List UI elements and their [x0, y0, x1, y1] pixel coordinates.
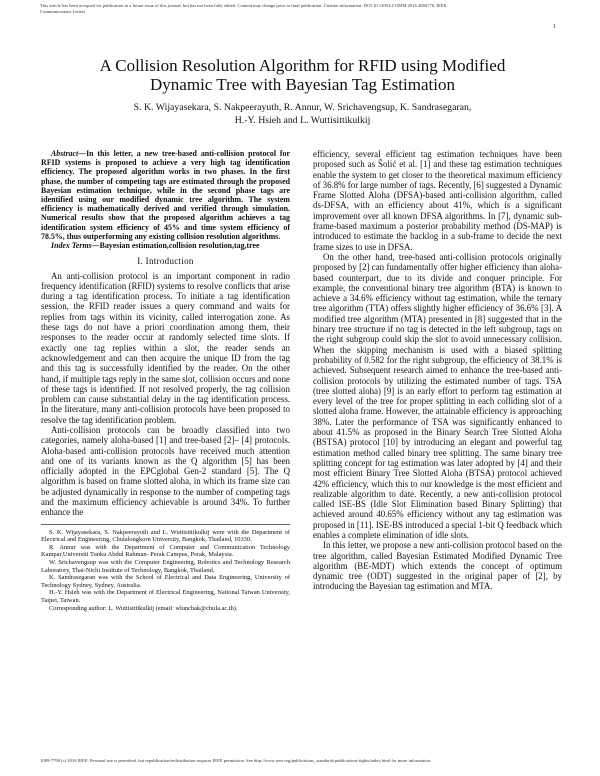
index-terms-text: —Bayesian estimation,collision resolution,tag,tree	[91, 241, 260, 251]
abstract	[41, 149, 290, 241]
abstract-label: Abstract	[51, 149, 79, 158]
body-paragraph: An anti-collision protocol is an important component in radio frequency identification (RFID) systems to resolve conflicts that arise during a tag identification process. To initiate a tag identification session, the RFID reader issues a query command and waits for replies from tags within its vicinity, called interrogation zone. As these tags do not have a priori coordination among them, their responses to the reader occur at randomly selected time slots. If exactly one tag replies within a slot, the reader sends an acknowledgement and can then acquire the unique ID from the tag and this tag is successfully identified by the reader. On the other hand, if multiple tags reply in the same slot, collision occurs and none of these tags is identified. If not resolved properly, the tag collision problem can cause substantial delay in the tag identification process. In the literature, many anti-collision protocols have been proposed to resolve the tag identification problem.	[41, 270, 290, 425]
copyright-footer: 1089-7798 (c) 2016 IEEE. Personal use is permitted, but republication/redistribution requires IEEE permission. See http://www.ieee.org/publications_standards/publications/rights/index.html for more information.	[40, 758, 432, 763]
header-line-1: This article has been accepted for publication in a future issue of this journal, but has not been fully edited. Content may change prior to final publication. Citation information: DOI 10.1109/LCOMM.2016.2666776, IEEE	[40, 3, 447, 8]
footnote: Corresponding author: L. Wuttisittikulkij (email: wlunchak@chula.ac.th).	[49, 604, 238, 612]
body-paragraph: Anti-collision protocols can be broadly classified into two categories, namely aloha-based [1] and tree-based [2]– [4] protocols. Aloha-based anti-collision protocols have received much attention and one of its variants known as the Q algorithm [5] has been officially adopted in the EPCglobal Gen-2 standard [5]. The Q algorithm is based on frame slotted aloha, in which its frame size can be adjusted dynamically in response to the number of competing tags and the maximum efficiency achievable is around 34%. To further enhance the	[41, 424, 290, 518]
section-heading-introduction: I. Introduction	[137, 256, 194, 267]
abstract-text: —In this letter, a new tree-based anti-collision protocol for RFID systems is proposed to achieve a very high tag identification efficiency. The proposed algorithm works in two phases. In the first phase, the number of competing tags are estimated through the proposed Bayesian estimation technique, while in the second phase tags are identified using our modified dynamic tree algorithm. The system efficiency is mathematically derived and verified through simulation. Numerical results show that the proposed algorithm achieves a tag identification system efficiency of 45% and time system efficiency of 78.5%, thus outperforming any existing collision resolution algorithms.	[41, 149, 290, 241]
footnote: R. Annur was with the Department of Computer and Communication Technology Kampar,Universiti Tunku Abdul Rahman- Perak Campus, Perak, Malaysia.	[41, 543, 290, 559]
authors-line-2: H.-Y. Hsieh and L. Wuttisittikulkij	[234, 114, 371, 126]
index-terms	[41, 241, 290, 250]
body-paragraph: In this letter, we propose a new anti-collision protocol based on the tree algorithm, called Bayesian Estimated Modified Dynamic Tree algorithm (BE-MDT) which extends the concept of optimum dynamic tree (ODT) suggested in the original paper of [2], by introducing the Bayesian tag estimation and MTA.	[313, 540, 562, 592]
left-column	[41, 149, 290, 612]
author-list	[40, 102, 565, 127]
footnote: W. Srichavengsup was with the Computer Engineering, Robotics and Technology Research Laboratory, Thai-Nichi Institute of Technology, Bangkok, Thailand.	[41, 559, 290, 574]
title-line-1: A Collision Resolution Algorithm for RFID using Modified	[99, 56, 506, 75]
body-paragraph: On the other hand, tree-based anti-collision protocols originally proposed by [2] can fundamentally offer higher efficiency than aloha-based counterpart, due to its divide and conquer principle. For example, the conventional binary tree algorithm (BTA) is known to achieve a 34.6% efficiency without tag estimation, while the ternary tree algorithm (TTA) offers slightly higher efficiency of 36.6% [3]. A modified tree algorithm (MTA) presented in [8] suggested that in the binary tree structure if no tag is detected in the left subgroup, tags on the right subgroup could skip the slot to avoid unnecessary collision. When the skipping mechanism is used with a biased splitting probability of 0.582 for the right subgroup, the efficiency of 38.1% is achieved. Subsequent research aimed to enhance the tree-based anti-collision protocols by utilizing the estimated number of tags. TSA (tree slotted aloha) [9] is an early effort to perform tag estimation at every level of the tree for proper splitting in each colliding slot of a slotted aloha frame. However, the attainable efficiency is approaching 38%. Later the performance of TSA was significantly enhanced to about 41.5% as proposed in the Binary Search Tree Slotted Aloha (BSTSA) protocol [10] by introducing an elegant and powerful tag estimation method called binary tree splitting. The same binary tree splitting concept for tag estimation was later adopted by [4] and their most efficient Binary Tree Slotted Aloha (BTSA) protocol achieved 42% efficiency, which this to our knowledge is the most efficient and realizable algorithm to date. Recently, a new anti-collision protocol called ISE-BS (Idle Slot Elimination based Binary Splitting) that achieved around 40.65% efficiency without any tag estimation was proposed in [11]. ISE-BS introduced a special 1-bit Q feedback which enables a complete elimination of idle slots.	[313, 251, 562, 540]
author-footnotes	[41, 524, 290, 613]
header-line-2: Communications Letters	[40, 8, 86, 14]
authors-line-1: S. K. Wijayasekara, S. Nakpeerayuth, R. Annur, W. Srichavengsup, K. Sandrasegaran,	[133, 102, 472, 113]
footnote: K. Sandrasegaran was with the School of Electrical and Data Engineering, University of Technology Sydney, Sydney, Australia.	[41, 574, 290, 589]
index-terms-label: Index Terms	[51, 241, 92, 251]
page-number: 1	[553, 24, 556, 30]
title-line-2: Dynamic Tree with Bayesian Tag Estimation	[150, 75, 455, 94]
paper-title	[40, 56, 565, 94]
footnote: H.-Y. Hsieh was with the Department of Electrical Engineering, National Taiwan University, Taipei, Taiwan.	[41, 589, 290, 604]
right-column	[313, 149, 562, 592]
body-paragraph: efficiency, several efficient tag estimation techniques have been proposed such as Šolić et al. [1] and these tag estimation techniques enable the system to get closer to the theoretical maximum efficiency of 36.8% for large number of tags. Recently, [6] suggested a Dynamic Frame Slotted Aloha (DFSA)-based anti-collision algorithm, called ds-DFSA, with an efficiency about 41%, which is a significant improvement over all known DFSA algorithms. In [7], dynamic sub-frame-based maximum a posterior probability method (DS-MAP) is introduced to estimate the backlog in a sub-frame to decide the next frame sizes to use in DFSA.	[313, 149, 562, 252]
running-header	[40, 3, 565, 14]
footnote: S. K. Wijayasekara, S. Nakpeerayuth and L. Wuttisittikulkij were with the Department of Electrical and Engineering, Chulalongkorn University, Bangkok, Thailand, 10330.	[41, 528, 290, 544]
